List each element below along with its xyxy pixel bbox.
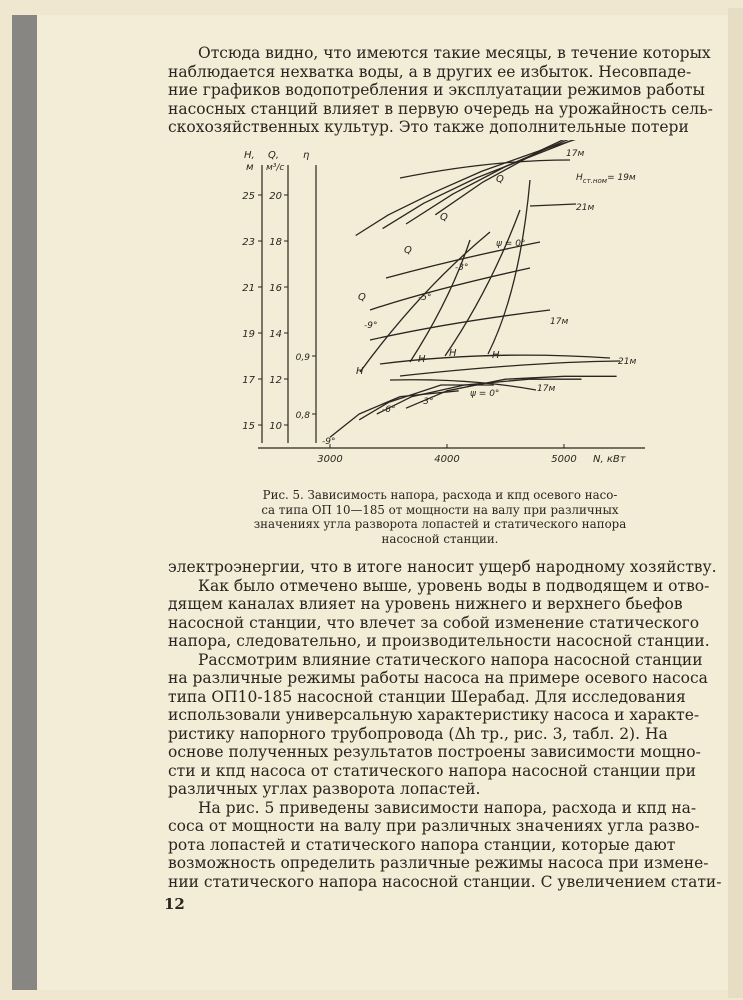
- q-tick-label: 20: [269, 191, 282, 202]
- x-tick-label: 5000: [551, 454, 577, 465]
- text-line: напора, следовательно, и производительности насосной станции.: [168, 632, 710, 650]
- figure-caption: [240, 488, 640, 546]
- q-tick-label: 10: [269, 421, 282, 432]
- h-tick-label: 21: [242, 283, 255, 294]
- h-tick-label: 15: [242, 421, 255, 432]
- q-tick-label: 14: [269, 329, 282, 340]
- text-line: ристику напорного трубопровода (Δh тр., рис. 3, табл. 2). На: [168, 724, 668, 743]
- h-tick-label: 25: [242, 191, 255, 202]
- angle-label: -3°: [420, 397, 434, 407]
- h-axis-unit: м: [246, 162, 254, 173]
- caption-line: Рис. 5. Зависимость напора, расхода и кпд осевого насо-: [262, 488, 618, 502]
- eta-tick-label: 0,9: [295, 353, 310, 363]
- h-tick-label: 17: [242, 375, 255, 386]
- level-label-21: 21м: [618, 357, 637, 367]
- text-line: электроэнергии, что в итоге наносит ущерб народному хозяйству.: [168, 558, 717, 576]
- page-edge-shadow: [728, 8, 743, 998]
- text-line: Рассмотрим влияние статического напора насосной станции: [198, 650, 703, 669]
- head-17m-line: [400, 160, 570, 178]
- text-line: насосной станции, что влечет за собой изменение статического: [168, 613, 700, 632]
- q-label: Q: [404, 245, 412, 256]
- text-line: различных углах разворота лопастей.: [168, 780, 481, 798]
- level-label-17: 17м: [566, 149, 585, 159]
- h-label: H: [418, 354, 426, 365]
- angle-label: -6°: [382, 405, 396, 415]
- x-tick-label: 3000: [317, 454, 343, 465]
- book-binding-shadow: [12, 15, 37, 990]
- head-curve: [488, 180, 530, 354]
- series-line: [383, 140, 594, 229]
- head-21m-line: [530, 204, 576, 206]
- x-axis-title: N, кВт: [593, 454, 626, 465]
- angle-label: -9°: [364, 321, 378, 331]
- series-line: [356, 140, 599, 236]
- h-static-nom-label: $H_{ст.ном}= 19м$: [576, 173, 636, 185]
- h-label: H: [492, 350, 500, 361]
- text-line: Как было отмечено выше, уровень воды в подводящем и отво-: [198, 576, 710, 595]
- angle-label: -9°: [322, 437, 336, 447]
- figure-5: [230, 140, 710, 480]
- angle-label: -5°: [418, 293, 432, 303]
- q-label: Q: [496, 174, 504, 185]
- text-line: дящем каналах влияет на уровень нижнего и верхнего бьефов: [168, 595, 683, 613]
- text-line: На рис. 5 приведены зависимости напора, расхода и кпд на-: [198, 798, 697, 817]
- level-label-17: 17м: [550, 317, 569, 327]
- q-tick-label: 16: [269, 283, 282, 294]
- psi-label: ψ = 0°: [496, 239, 526, 249]
- intro-paragraph: [168, 44, 713, 137]
- caption-line: насосной станции.: [381, 531, 499, 546]
- text-line: рота лопастей и статического напора станции, которые дают: [168, 835, 676, 854]
- q-axis-title: Q,: [268, 150, 280, 161]
- text-line: возможность определить различные режимы насоса при измене-: [168, 854, 709, 872]
- h-tick-label: 19: [242, 329, 255, 340]
- text-line: соса от мощности на валу при различных значениях угла разво-: [168, 817, 700, 835]
- q-tick-label: 12: [269, 375, 282, 386]
- eta-tick-label: 0,8: [295, 411, 310, 421]
- h-tick-label: 23: [242, 237, 255, 248]
- h-21m-line: [400, 361, 620, 376]
- level-label-17: 17м: [537, 384, 556, 394]
- h-label: H: [449, 348, 457, 359]
- body-paragraphs: [168, 558, 722, 891]
- text-line: ние графиков водопотребления и эксплуатации режимов работы: [168, 81, 705, 99]
- level-label-21: 21м: [576, 203, 595, 213]
- q-tick-label: 18: [269, 237, 282, 248]
- psi-label: ψ = 0°: [470, 389, 500, 399]
- q-axis-unit: м³/с: [266, 163, 285, 173]
- text-line: типа ОП10-185 насосной станции Шерабад. Для исследования: [168, 687, 686, 706]
- text-line: Отсюда видно, что имеются такие месяцы, в течение которых: [198, 44, 711, 62]
- h-axis-title: H,: [244, 150, 255, 161]
- text-line: насосных станций влияет в первую очередь на урожайность сель-: [168, 99, 713, 118]
- pump-characteristics-chart: [230, 140, 710, 480]
- caption-line: са типа ОП 10—185 от мощности на валу при различных: [261, 502, 619, 517]
- text-line: сти и кпд насоса от статического напора насосной станции при: [168, 761, 696, 780]
- caption-line: значениях угла разворота лопастей и статического напора: [253, 517, 627, 531]
- head-curve: [445, 210, 520, 356]
- text-line: нии статического напора насосной станции. С увеличением стати-: [168, 872, 722, 891]
- q-label: Q: [358, 292, 366, 303]
- text-line: скохозяйственных культур. Это также дополнительные потери: [168, 118, 689, 136]
- h-label: H: [356, 366, 364, 377]
- text-line: на различные режимы работы насоса на примере осевого насоса: [168, 669, 708, 687]
- q-label: Q: [440, 212, 448, 223]
- page-number: 12: [164, 895, 185, 913]
- eta-axis-title: η: [303, 150, 310, 161]
- text-line: основе полученных результатов построены зависимости мощно-: [168, 743, 701, 761]
- text-line: наблюдается нехватка воды, а в других ее избыток. Несовпаде-: [168, 62, 692, 81]
- angle-label: -3°: [455, 263, 469, 273]
- x-tick-label: 4000: [434, 454, 460, 465]
- text-line: использовали универсальную характеристику насоса и характе-: [168, 706, 700, 724]
